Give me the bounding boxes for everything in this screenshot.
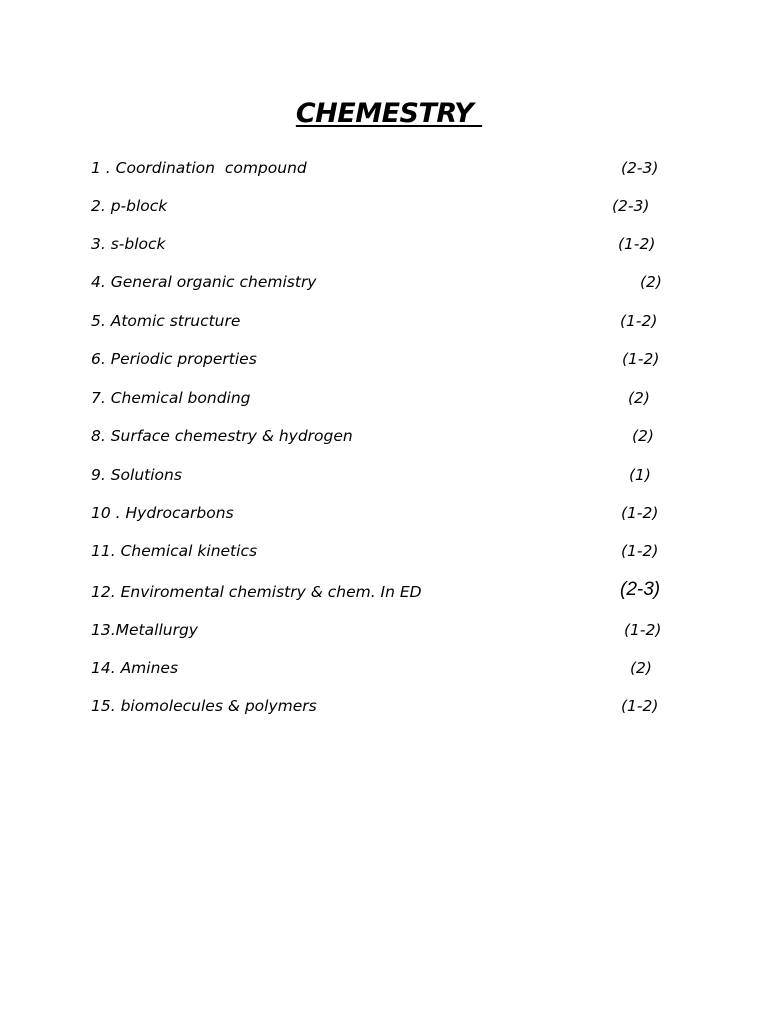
topic-label-14: 14. Amines: [91, 659, 179, 677]
topic-weight-5: (1-2): [620, 312, 658, 330]
topic-weight-1: (2-3): [621, 159, 659, 177]
topic-label-7: 7. Chemical bonding: [91, 389, 251, 407]
topic-weight-13: (1-2): [624, 621, 662, 639]
topic-weight-6: (1-2): [622, 350, 660, 368]
topic-label-1: 1 . Coordination compound: [91, 159, 307, 177]
topic-label-10: 10 . Hydrocarbons: [91, 504, 234, 522]
topic-weight-15: (1-2): [621, 697, 659, 715]
topic-label-4: 4. General organic chemistry: [91, 273, 317, 291]
topic-weight-3: (1-2): [618, 235, 656, 253]
document-title: CHEMESTRY: [295, 98, 483, 129]
topic-weight-9: (1): [629, 466, 651, 484]
topic-label-13: 13.Metallurgy: [91, 621, 198, 639]
topic-weight-10: (1-2): [621, 504, 659, 522]
topic-label-6: 6. Periodic properties: [91, 350, 257, 368]
topic-label-5: 5. Atomic structure: [91, 312, 241, 330]
topic-weight-12: (2-3): [620, 579, 661, 600]
topic-weight-4: (2): [640, 273, 662, 291]
topic-label-12: 12. Enviromental chemistry & chem. In ED: [91, 583, 422, 601]
topic-weight-11: (1-2): [621, 542, 659, 560]
topic-weight-8: (2): [632, 427, 654, 445]
topic-weight-2: (2-3): [612, 197, 650, 215]
topic-label-11: 11. Chemical kinetics: [91, 542, 258, 560]
topic-label-15: 15. biomolecules & polymers: [91, 697, 317, 715]
topic-label-2: 2. p-block: [91, 197, 168, 215]
topic-label-3: 3. s-block: [91, 235, 166, 253]
topic-label-8: 8. Surface chemestry & hydrogen: [91, 427, 353, 445]
topic-weight-7: (2): [628, 389, 650, 407]
topic-label-9: 9. Solutions: [91, 466, 182, 484]
topic-weight-14: (2): [630, 659, 652, 677]
